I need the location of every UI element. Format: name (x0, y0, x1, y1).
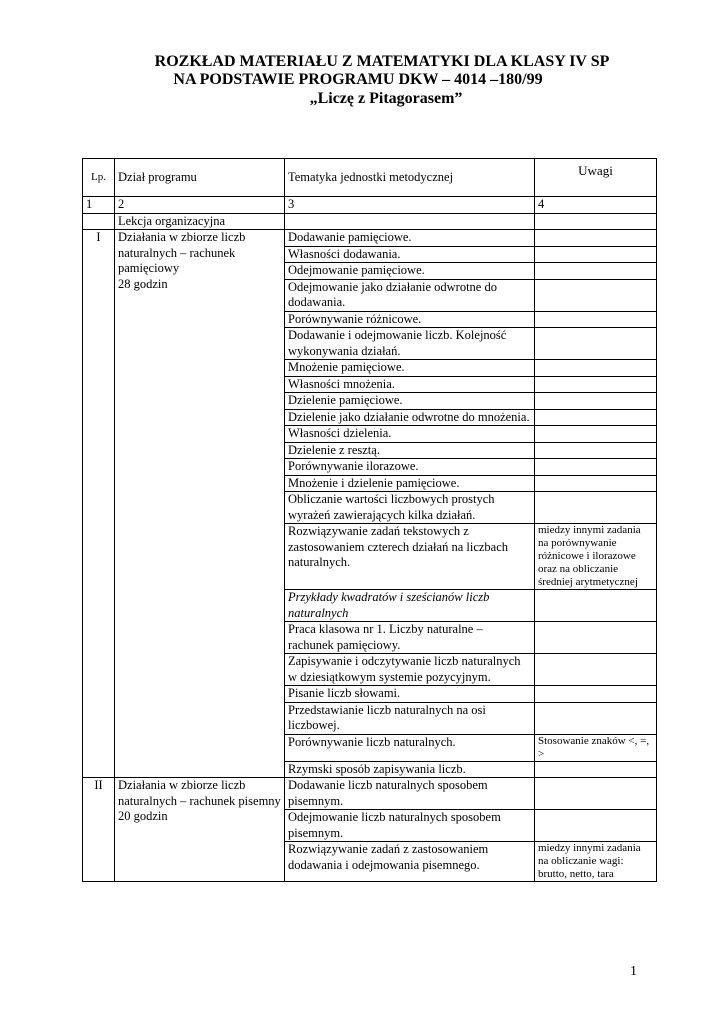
table-header-row (83, 159, 657, 197)
column-number-row (83, 197, 657, 214)
table-row (83, 230, 657, 247)
column-number: 4 (535, 197, 657, 214)
title-line-2: NA PODSTAWIE PROGRAMU DKW – 4014 –180/99 (173, 71, 543, 88)
header-dzial: Dział programu (115, 159, 285, 197)
topic-cell: Odejmowanie liczb naturalnych sposobem pisemnym. (285, 810, 535, 842)
topic-cell: Rzymski sposób zapisywania liczb. (285, 761, 535, 778)
topic-cell: Rozwiązywanie zadań z zastosowaniem dodawania i odejmowania pisemnego. (285, 842, 535, 882)
topic-cell: Dodawanie liczb naturalnych sposobem pisemnym. (285, 778, 535, 810)
topic-cell: Dzielenie pamięciowe. (285, 393, 535, 410)
topic-cell: Mnożenie pamięciowe. (285, 360, 535, 377)
title-line-1: ROZKŁAD MATERIAŁU Z MATEMATYKI DLA KLASY IV SP (154, 53, 610, 70)
topic-cell: Przedstawianie liczb naturalnych na osi liczbowej. (285, 702, 535, 734)
column-number: 2 (115, 197, 285, 214)
topic-cell: Własności dzielenia. (285, 426, 535, 443)
title-line-3: „Liczę z Pitagorasem” (309, 90, 463, 107)
note-tasks: miedzy innymi zadania na porównywanie różnicowe i ilorazowe oraz na obliczanie średniej arytmetycznej (535, 524, 657, 590)
section-1-lp: I (83, 230, 115, 778)
curriculum-table (82, 158, 657, 882)
section-2-dzial-text: Działania w zbiorze liczb naturalnych – rachunek pisemny (118, 778, 281, 808)
topic-cell: Porównywanie różnicowe. (285, 311, 535, 328)
header-tematyka: Tematyka jednostki metodycznej (285, 159, 535, 197)
note-signs: Stosowanie znaków <, =, > (535, 734, 657, 761)
topic-cell: Mnożenie i dzielenie pamięciowe. (285, 475, 535, 492)
topic-cell: Obliczanie wartości liczbowych prostych wyrażeń zawierających kilka działań. (285, 492, 535, 524)
section-2-dzial (115, 778, 285, 882)
section-1-dzial-text: Działania w zbiorze liczb naturalnych – rachunek pamięciowy (118, 230, 246, 275)
topic-cell: Zapisywanie i odczytywanie liczb naturalnych w dziesiątkowym systemie pozycyjnym. (285, 654, 535, 686)
topic-cell: Porównywanie ilorazowe. (285, 459, 535, 476)
column-number: 1 (83, 197, 115, 214)
page-number: 1 (630, 964, 637, 979)
note-weights: miedzy innymi zadania na obliczanie wagi: brutto, netto, tara (535, 842, 657, 882)
topic-cell-italic: Przykłady kwadratów i sześcianów liczb naturalnych (285, 590, 535, 622)
topic-cell: Dzielenie jako działanie odwrotne do mnożenia. (285, 409, 535, 426)
topic-cell: Odejmowanie pamięciowe. (285, 263, 535, 280)
topic-cell: Odejmowanie jako działanie odwrotne do dodawania. (285, 279, 535, 311)
topic-cell: Praca klasowa nr 1. Liczby naturalne – rachunek pamięciowy. (285, 622, 535, 654)
section-1-dzial (115, 230, 285, 778)
topic-cell: Własności dodawania. (285, 246, 535, 263)
topic-cell: Własności mnożenia. (285, 376, 535, 393)
topic-cell: Rozwiązywanie zadań tekstowych z zastosowaniem czterech działań na liczbach naturalnych. (285, 524, 535, 590)
section-2-hours: 20 godzin (118, 809, 168, 823)
topic-cell: Pisanie liczb słowami. (285, 686, 535, 703)
section-2-lp: II (83, 778, 115, 882)
header-lp: Lp. (83, 159, 115, 197)
table-row (83, 213, 657, 230)
header-uwagi: Uwagi (535, 159, 657, 197)
intro-lesson: Lekcja organizacyjna (115, 213, 285, 230)
table-row (83, 778, 657, 810)
topic-cell: Dodawanie pamięciowe. (285, 230, 535, 247)
topic-cell: Dzielenie z resztą. (285, 442, 535, 459)
section-1-hours: 28 godzin (118, 276, 168, 291)
column-number: 3 (285, 197, 535, 214)
topic-cell: Dodawanie i odejmowanie liczb. Kolejność wykonywania działań. (285, 328, 535, 360)
topic-cell: Porównywanie liczb naturalnych. (285, 734, 535, 761)
